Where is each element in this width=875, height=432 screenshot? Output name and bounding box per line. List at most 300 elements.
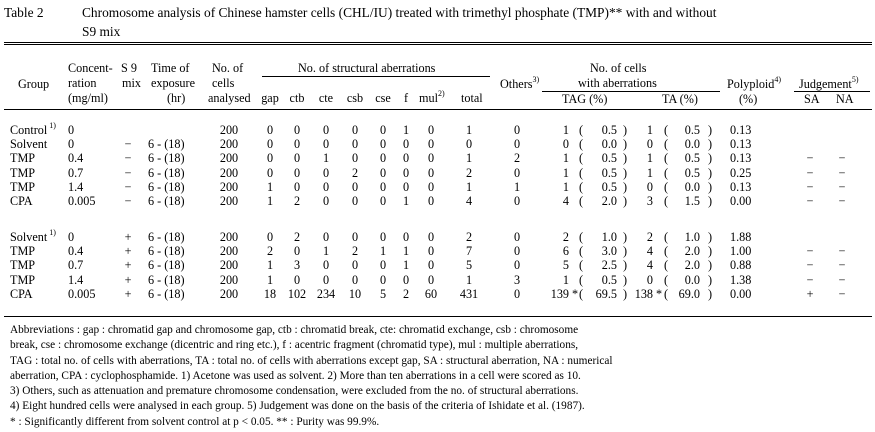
cell-na: − [838,244,846,258]
header-ta: TA (%) [662,92,698,106]
cell-ta-n: 1 [646,151,653,165]
cell-s9: − [124,151,132,165]
row-group-label: CPA [10,287,33,301]
cell-others: 0 [513,166,521,180]
row-group [10,181,35,193]
cell-ta-n: 4 [646,258,653,272]
cell-tag-n: 139 [550,287,569,301]
cell-poly: 0.13 [730,123,752,137]
row-group-label: TMP [10,273,36,287]
ta-percent: 0.5 [684,151,700,165]
cell-f: 2 [402,287,410,301]
header-judgement: Judgement$^{5)}$ [799,75,859,91]
cell-gap: 0 [266,137,274,151]
bottom-rule [4,316,872,317]
footnote-line: * : Significantly different from solvent control at p < 0.05. ** : Purity was 99.9%. [10,415,380,428]
footnotes [10,323,870,430]
tag-percent: 69.5 [595,287,617,301]
cell-conc: 0 [68,230,75,244]
ta-open-paren: ( [664,166,669,180]
row-group-label: Solvent [10,230,48,244]
cell-mul: 0 [427,273,435,287]
cell-gap: 1 [266,273,274,287]
cell-na: − [838,273,846,287]
cell-conc: 0.4 [68,244,84,258]
cell-mul: 0 [427,194,435,208]
cell-f: 0 [402,230,410,244]
cell-cte: 0 [322,180,330,194]
cell-f: 1 [402,244,410,258]
row-group-sup: 1) [49,228,56,237]
row-group-sup: 1) [49,121,56,130]
row-group [10,274,35,286]
cell-ctb: 0 [293,244,301,258]
cell-cse: 0 [379,137,387,151]
cell-ctb: 2 [293,194,301,208]
cell-others: 0 [513,244,521,258]
table-label: Table 2 [4,5,44,20]
tag-percent: 0.5 [601,180,617,194]
cell-s9: + [124,244,132,258]
cell-tag-n: 4 [562,194,569,208]
cell-sa: − [806,194,814,208]
table-title-line1: Chromosome analysis of Chinese hamster cells (CHL/IU) treated with trimethyl phosphate (TMP)** with and without [82,5,717,20]
ta-percent: 0.5 [684,166,700,180]
cell-mul: 0 [427,137,435,151]
ta-percent: 1.5 [684,194,700,208]
tag-close-paren: ) [623,123,628,137]
tag-percent: 1.0 [601,230,617,244]
header-na: NA [836,92,854,106]
ta-close-paren: ) [708,137,713,151]
cell-poly: 1.00 [730,244,752,258]
footnote-line: 3) Others, such as attenuation and premature chromosome condensation, were excluded from the no. of structural aberrations. [10,385,579,398]
cell-total: 1 [465,273,473,287]
cell-f: 1 [402,194,410,208]
tag-close-paren: ) [623,137,628,151]
row-group-label: TMP [10,180,36,194]
cell-poly: 0.13 [730,137,752,151]
cell-cells: 200 [219,194,239,208]
cell-cells: 200 [219,151,239,165]
cell-cse: 5 [379,287,387,301]
cell-na: − [838,166,846,180]
cell-cse: 0 [379,166,387,180]
cell-time: 6 - (18) [148,230,185,244]
cell-time: 6 - (18) [148,137,185,151]
header-csb: csb [346,91,364,105]
cell-ctb: 0 [293,273,301,287]
tag-open-paren: ( [579,244,584,258]
cell-cells: 200 [219,166,239,180]
header-total: total [461,91,483,105]
cell-sa: − [806,180,814,194]
cell-ctb: 102 [287,287,307,301]
cell-ta-n: 4 [646,244,653,258]
ta-open-paren: ( [664,180,669,194]
cell-ctb: 0 [293,137,301,151]
cell-f: 1 [402,258,410,272]
cell-time: 6 - (18) [148,151,185,165]
cell-total: 7 [465,244,473,258]
cell-ctb: 0 [293,166,301,180]
tag-percent: 2.0 [601,194,617,208]
tag-open-paren: ( [579,180,584,194]
ta-open-paren: ( [664,244,669,258]
cell-cse: 0 [379,230,387,244]
tag-open-paren: ( [579,151,584,165]
header-conc-2: ration [68,76,97,90]
ta-open-paren: ( [664,151,669,165]
cell-gap: 0 [266,123,274,137]
cell-ta-n: 1 [646,166,653,180]
tag-open-paren: ( [579,137,584,151]
cell-others: 0 [513,230,521,244]
cell-time: 6 - (18) [148,287,185,301]
ta-open-paren: ( [664,273,669,287]
structural-underline [262,76,490,77]
cell-poly: 0.13 [730,180,752,194]
cell-others: 0 [513,123,521,137]
ta-percent: 2.0 [684,244,700,258]
cell-csb: 0 [351,137,359,151]
cell-poly: 0.88 [730,258,752,272]
tag-close-paren: ) [623,244,628,258]
cell-ta-n: 1 [646,123,653,137]
cell-s9: + [124,273,132,287]
cell-cse: 0 [379,258,387,272]
cell-s9: − [124,166,132,180]
header-conc-1: Concent- [68,61,113,75]
ta-close-paren: ) [708,273,713,287]
tag-open-paren: ( [579,123,584,137]
cell-f: 0 [402,166,410,180]
ta-close-paren: ) [708,258,713,272]
cell-csb: 2 [351,166,359,180]
cell-ta-n: 0 [646,180,653,194]
cell-cse: 0 [379,123,387,137]
tag-percent: 3.0 [601,244,617,258]
cell-time: 6 - (18) [148,258,185,272]
ta-close-paren: ) [708,194,713,208]
cell-mul: 60 [424,287,438,301]
top-rule-double [4,44,872,45]
cell-cte: 1 [322,244,330,258]
header-cells-2: cells [212,76,235,90]
cell-ctb: 2 [293,230,301,244]
cell-gap: 1 [266,180,274,194]
cell-ctb: 0 [293,180,301,194]
row-group-label: Control [10,123,48,137]
tag-close-paren: ) [623,166,628,180]
cell-s9: − [124,180,132,194]
cell-tag-n: 6 [562,244,569,258]
header-ctb: ctb [289,91,305,105]
cell-conc: 0.4 [68,151,84,165]
cell-cte: 0 [322,123,330,137]
row-group-label: TMP [10,244,36,258]
header-tag: TAG (%) [562,92,608,106]
ta-close-paren: ) [708,123,713,137]
cell-time: 6 - (18) [148,244,185,258]
cell-cells: 200 [219,258,239,272]
ta-close-paren: ) [708,287,713,301]
cell-mul: 0 [427,180,435,194]
footnote-line: aberration, CPA : cyclophosphamide. 1) Acetone was used as solvent. 2) More than ten aberrations in a cell were scored as 10. [10,369,581,382]
cell-csb: 0 [351,123,359,137]
cell-poly: 0.00 [730,194,752,208]
cell-cells: 200 [219,287,239,301]
cell-s9: + [124,258,132,272]
row-group [10,288,33,300]
cell-time: 6 - (18) [148,180,185,194]
tag-open-paren: ( [579,258,584,272]
cell-sa: + [806,287,814,301]
cell-cte: 0 [322,258,330,272]
cell-na: − [838,258,846,272]
cell-na: − [838,151,846,165]
ta-close-paren: ) [708,180,713,194]
cell-ctb: 3 [293,258,301,272]
cell-csb: 10 [348,287,362,301]
cell-cse: 0 [379,180,387,194]
tag-percent: 2.5 [601,258,617,272]
cell-conc: 0 [68,137,75,151]
row-group [10,245,35,257]
cell-cells: 200 [219,137,239,151]
cell-poly: 1.38 [730,273,752,287]
cell-sa: − [806,244,814,258]
cell-f: 0 [402,137,410,151]
cell-csb: 2 [351,244,359,258]
cell-tag-n: 1 [562,151,569,165]
row-group [10,228,56,244]
footnote-line: Abbreviations : gap : chromatid gap and chromosome gap, ctb : chromatid break, cte: chromatid exchange, csb : chromosome [10,324,579,336]
cell-time: 6 - (18) [148,194,185,208]
cell-ta-n: 0 [646,273,653,287]
tag-close-paren: ) [623,194,628,208]
ta-open-paren: ( [664,258,669,272]
cell-cells: 200 [219,244,239,258]
header-structural: No. of structural aberrations [298,61,436,75]
cell-csb: 0 [351,258,359,272]
row-group [10,259,35,271]
header-polyploid: Polyploid$^{4)}$ [727,75,782,91]
header-f: f [403,91,409,105]
cell-total: 2 [465,166,473,180]
cell-others: 0 [513,258,521,272]
cell-cte: 0 [322,137,330,151]
cell-total: 1 [465,123,473,137]
header-cells-with-1: No. of cells [590,61,647,75]
cell-csb: 0 [351,151,359,165]
tag-percent: 0.5 [601,273,617,287]
cell-total: 0 [465,137,473,151]
cell-sa: − [806,273,814,287]
row-group [10,152,35,164]
tag-close-paren: ) [623,273,628,287]
cell-sa: − [806,258,814,272]
cell-na: − [838,194,846,208]
tag-percent: 0.0 [601,137,617,151]
top-rule [4,42,872,43]
footnote-line: 4) Eight hundred cells were analysed in each group. 5) Judgement was done on the basis of the criteria of Ishidate et al. (1987). [10,400,585,413]
row-group-label: TMP [10,166,36,180]
header-rule [4,109,872,110]
ta-percent: 69.0 [678,287,700,301]
cell-total: 1 [465,151,473,165]
ta-percent: 1.0 [684,230,700,244]
cell-cse: 0 [379,273,387,287]
cell-tag-n: 1 [562,180,569,194]
row-group-label: TMP [10,258,36,272]
cell-cse: 0 [379,194,387,208]
cell-poly: 0.25 [730,166,752,180]
cell-others: 1 [513,180,521,194]
tag-star: * [572,287,579,301]
header-time-3: (hr) [167,91,186,105]
tag-close-paren: ) [623,180,628,194]
header-time-2: exposure [151,76,195,90]
cell-others: 0 [513,194,521,208]
cell-ta-n: 3 [646,194,653,208]
cell-total: 431 [459,287,479,301]
cell-tag-n: 2 [562,230,569,244]
cell-cse: 0 [379,151,387,165]
cell-conc: 0.005 [68,287,96,301]
row-group [10,195,33,207]
cell-gap: 18 [263,287,277,301]
cell-conc: 0.7 [68,258,84,272]
cell-poly: 0.00 [730,287,752,301]
header-gap: gap [261,91,279,105]
tag-open-paren: ( [579,166,584,180]
ta-percent: 0.5 [684,123,700,137]
table-title-line2: S9 mix [82,24,121,39]
ta-open-paren: ( [664,230,669,244]
tag-close-paren: ) [623,151,628,165]
ta-open-paren: ( [664,137,669,151]
cell-gap: 0 [266,166,274,180]
header-cells-3: analysed [208,91,251,105]
header-polyploid-unit: (%) [739,92,758,106]
cell-cte: 0 [322,166,330,180]
ta-percent: 0.0 [684,137,700,151]
cell-s9: − [124,194,132,208]
ta-close-paren: ) [708,166,713,180]
cell-cte: 0 [322,273,330,287]
header-sa: SA [804,92,820,106]
cell-s9: + [124,287,132,301]
header-cells-with-2: with aberrations [578,76,657,90]
cell-csb: 0 [351,273,359,287]
ta-percent: 0.0 [684,180,700,194]
cell-mul: 0 [427,123,435,137]
cell-gap: 2 [266,244,274,258]
cell-conc: 1.4 [68,180,84,194]
cell-na: − [838,287,846,301]
ta-percent: 0.0 [684,273,700,287]
row-group [10,121,56,137]
cell-time: 6 - (18) [148,273,185,287]
cell-conc: 1.4 [68,273,84,287]
cell-mul: 0 [427,151,435,165]
cell-cte: 0 [322,194,330,208]
cell-f: 0 [402,180,410,194]
ta-close-paren: ) [708,151,713,165]
cell-total: 5 [465,258,473,272]
cell-sa: − [806,166,814,180]
ta-star: * [656,287,663,301]
cell-ta-n: 2 [646,230,653,244]
footnote-line: break, cse : chromosome exchange (dicentric and ring etc.), f : acentric fragment (chromatid type), mul : multiple aberrations, [10,339,579,352]
cell-csb: 0 [351,194,359,208]
cell-gap: 1 [266,194,274,208]
cell-tag-n: 1 [562,166,569,180]
cell-ctb: 0 [293,151,301,165]
ta-open-paren: ( [664,194,669,208]
cell-cells: 200 [219,273,239,287]
cell-others: 3 [513,273,521,287]
cell-cte: 234 [316,287,336,301]
header-others: Others$^{3)}$ [500,75,540,91]
cell-others: 2 [513,151,521,165]
cell-mul: 0 [427,258,435,272]
cell-conc: 0.7 [68,166,84,180]
header-cse: cse [375,91,391,105]
footnote-line: TAG : total no. of cells with aberrations, TA : total no. of cells with aberrations except gap, SA : structural aberration, NA : numerical [10,354,613,367]
header-s9-2: mix [122,76,141,90]
ta-open-paren: ( [664,287,669,301]
cell-cells: 200 [219,123,239,137]
cell-cte: 1 [322,151,330,165]
cell-f: 0 [402,273,410,287]
cell-total: 4 [465,194,473,208]
tag-percent: 0.5 [601,151,617,165]
row-group-label: TMP [10,151,36,165]
cell-tag-n: 5 [562,258,569,272]
header-mul: mul$^{2)}$ [419,89,445,105]
tag-close-paren: ) [623,230,628,244]
ta-open-paren: ( [664,123,669,137]
row-group [10,167,35,179]
cell-total: 2 [465,230,473,244]
cell-poly: 0.13 [730,151,752,165]
cell-total: 1 [465,180,473,194]
header-time-1: Time of [151,61,190,75]
cell-f: 1 [402,123,410,137]
tag-close-paren: ) [623,258,628,272]
cell-mul: 0 [427,166,435,180]
header-conc-3: (mg/ml) [68,91,108,105]
cell-cells: 200 [219,180,239,194]
cell-tag-n: 1 [562,273,569,287]
cell-s9: + [124,230,132,244]
cell-cse: 1 [379,244,387,258]
cell-conc: 0.005 [68,194,96,208]
cell-others: 0 [513,137,521,151]
cell-tag-n: 0 [562,137,569,151]
cell-sa: − [806,151,814,165]
cell-gap: 0 [266,230,274,244]
row-group-label: Solvent [10,137,48,151]
header-cells-1: No. of [212,61,244,75]
tag-open-paren: ( [579,273,584,287]
ta-close-paren: ) [708,244,713,258]
tag-open-paren: ( [579,287,584,301]
cell-s9: − [124,137,132,151]
cell-f: 0 [402,151,410,165]
